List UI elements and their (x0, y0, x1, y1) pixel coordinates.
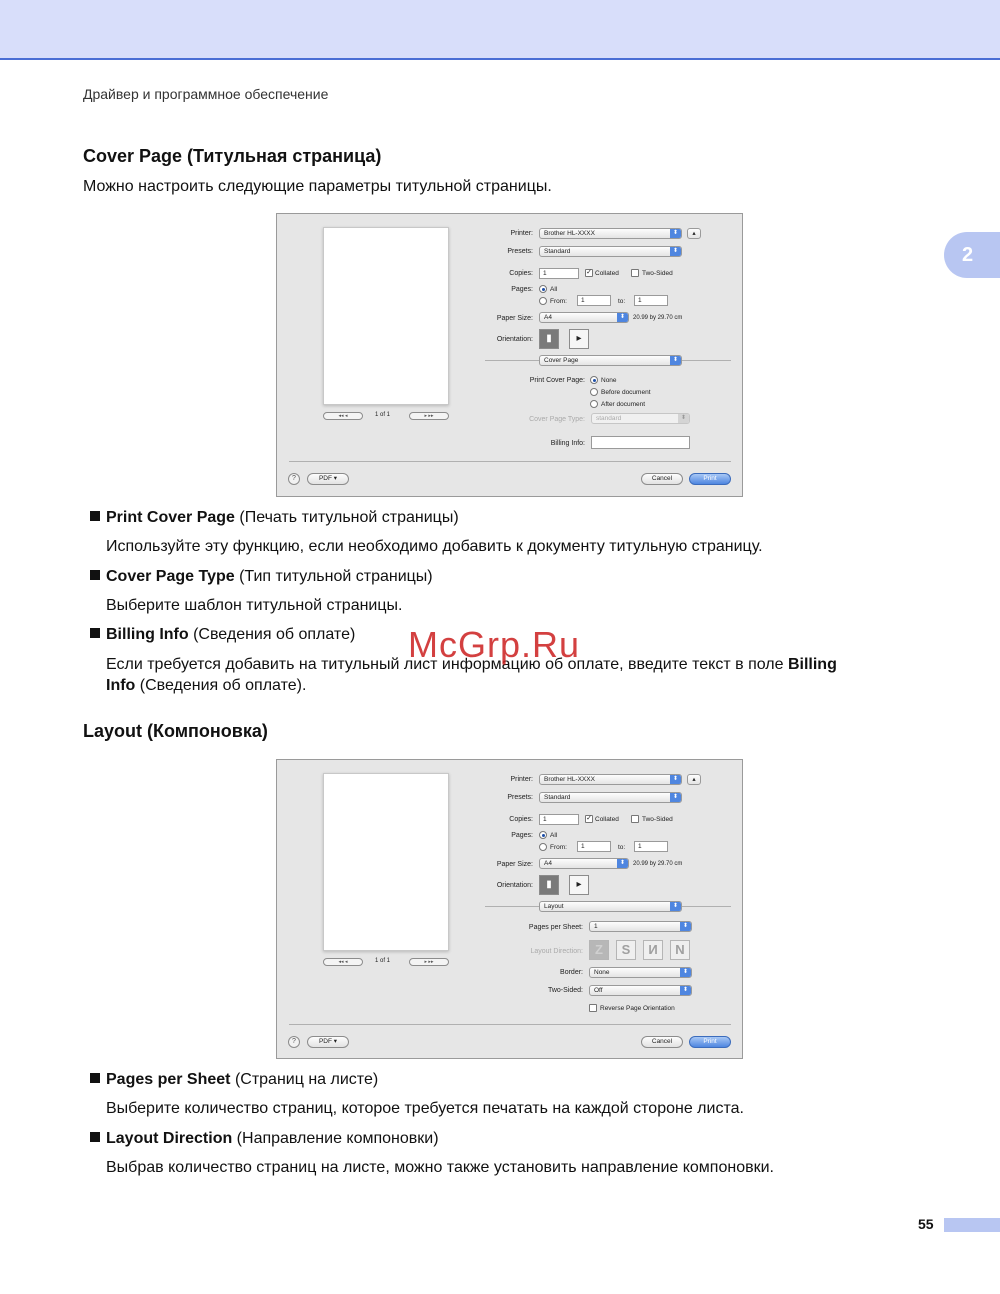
section-intro: Можно настроить следующие параметры титульной страницы. (83, 178, 552, 195)
list-item-description: Выбрав количество страниц на листе, можно также установить направление компоновки. (106, 1159, 774, 1176)
pager-text: 1 of 1 (375, 958, 391, 964)
page-number-band (944, 1218, 1000, 1232)
breadcrumb: Драйвер и программное обеспечение (83, 86, 329, 102)
cover-none-radio[interactable] (590, 376, 598, 384)
popup-arrow-icon: ⬍ (670, 774, 681, 785)
paper-size-select[interactable] (539, 312, 629, 323)
collated-checkbox[interactable]: ✓ (586, 815, 592, 822)
cancel-button[interactable]: Cancel (641, 473, 683, 485)
print-button[interactable]: Print (689, 473, 731, 485)
page-number: 55 (918, 1216, 934, 1232)
paper-size-select[interactable] (539, 858, 629, 869)
section-title-layout: Layout (Компоновка) (83, 721, 268, 741)
printer-select[interactable] (539, 228, 682, 239)
popup-arrow-icon: ⬍ (670, 792, 681, 803)
copies-label: Copies: (509, 270, 533, 277)
direction-s-icon[interactable]: S (616, 940, 636, 960)
reverse-orientation-label: Reverse Page Orientation (600, 1005, 675, 1012)
copies-input[interactable]: 1 (539, 814, 579, 825)
cover-before-radio[interactable] (590, 388, 598, 396)
collated-label: Collated (595, 816, 619, 823)
layout-direction-label: Layout Direction: (530, 948, 583, 955)
two-sided-checkbox[interactable] (631, 269, 639, 277)
billing-info-input[interactable] (591, 436, 690, 449)
copies-input[interactable]: 1 (539, 268, 579, 279)
desc-text: Если требуется добавить на титульный лист информацию об оплате, введите текст в поле (106, 656, 788, 673)
presets-label: Presets: (507, 794, 533, 801)
cover-none-label: None (601, 377, 617, 384)
divider (289, 1024, 731, 1025)
bullet-icon (90, 511, 100, 521)
term: Cover Page Type (106, 568, 235, 585)
list-item (90, 1128, 439, 1149)
pdf-button[interactable]: PDF ▾ (307, 473, 349, 485)
chapter-tab[interactable]: 2 (944, 232, 1000, 278)
watermark: McGrp.Ru (408, 624, 581, 665)
cover-after-radio[interactable] (590, 400, 598, 408)
popup-arrow-icon: ⬍ (670, 228, 681, 239)
from-input[interactable]: 1 (577, 841, 611, 852)
list-item-description: Выберите количество страниц, которое требуется печатать на каждой стороне листа. (106, 1100, 744, 1117)
pages-label: Pages: (511, 286, 533, 293)
landscape-orientation-icon[interactable]: ▸ (569, 329, 589, 349)
term-note: (Направление компоновки) (232, 1130, 439, 1147)
pages-from-label: From: (550, 298, 567, 305)
panel-value: Layout (544, 903, 564, 910)
term: Print Cover Page (106, 509, 235, 526)
direction-n-icon[interactable]: N (670, 940, 690, 960)
desc-text: (Сведения об оплате). (135, 677, 307, 694)
two-sided-value: Off (594, 987, 603, 994)
paper-dims: 20.99 by 29.70 cm (633, 861, 683, 867)
presets-select[interactable] (539, 792, 682, 803)
pager-next-button[interactable]: ▸ ▸▸ (409, 958, 449, 966)
popup-arrow-icon: ⬍ (670, 355, 681, 366)
term-note: (Сведения об оплате) (188, 626, 356, 643)
collated-checkbox[interactable]: ✓ (586, 269, 592, 276)
panel-select[interactable] (539, 355, 682, 366)
popup-arrow-icon: ⬍ (617, 858, 628, 869)
printer-value: Brother HL-XXXX (544, 230, 595, 237)
pages-all-label: All (550, 286, 558, 293)
bullet-icon (90, 570, 100, 580)
two-sided-select[interactable] (589, 985, 692, 996)
popup-arrow-icon: ⬍ (678, 413, 689, 424)
popup-arrow-icon: ⬍ (670, 246, 681, 257)
pager-next-button[interactable]: ▸ ▸▸ (409, 412, 449, 420)
expand-arrow-icon: ▴ (692, 776, 696, 783)
print-cover-label: Print Cover Page: (529, 377, 585, 384)
cover-after-label: After document (601, 401, 646, 408)
bullet-icon (90, 628, 100, 638)
bullet-icon (90, 1132, 100, 1142)
cover-type-value: standard (596, 415, 622, 422)
help-icon[interactable]: ? (288, 1036, 300, 1048)
list-item-description: Выберите шаблон титульной страницы. (106, 597, 403, 614)
pager-prev-button[interactable]: ◂◂ ◂ (323, 958, 363, 966)
popup-arrow-icon: ⬍ (670, 901, 681, 912)
panel-select[interactable] (539, 901, 682, 912)
cancel-button[interactable]: Cancel (641, 1036, 683, 1048)
pager-text: 1 of 1 (375, 412, 391, 418)
popup-arrow-icon: ⬍ (680, 985, 691, 996)
printer-select[interactable] (539, 774, 682, 785)
help-icon[interactable]: ? (288, 473, 300, 485)
cover-type-select[interactable] (591, 413, 690, 424)
preview-pager (323, 958, 449, 968)
paper-size-label: Paper Size: (496, 315, 533, 322)
portrait-orientation-icon[interactable]: ▮ (539, 329, 559, 349)
presets-value: Standard (544, 248, 571, 255)
collated-label: Collated (595, 270, 619, 277)
two-sided-select-label: Two-Sided: (547, 987, 583, 994)
list-item (90, 624, 355, 645)
top-header-band (0, 0, 1000, 60)
list-item (90, 1069, 378, 1090)
from-input[interactable]: 1 (577, 295, 611, 306)
printer-value: Brother HL-XXXX (544, 776, 595, 783)
desc-bold: Billing (787, 656, 837, 673)
term-note: (Тип титульной страницы) (234, 568, 433, 585)
page-preview (323, 227, 449, 405)
pages-from-label: From: (550, 844, 567, 851)
paper-size-value: A4 (544, 314, 552, 321)
pager-prev-button[interactable]: ◂◂ ◂ (323, 412, 363, 420)
expand-dialog-button[interactable] (687, 228, 701, 239)
pages-label: Pages: (511, 832, 533, 839)
term-note: (Печать титульной страницы) (234, 509, 459, 526)
portrait-orientation-icon[interactable]: ▮ (539, 875, 559, 895)
to-input[interactable]: 1 (634, 295, 668, 306)
border-select[interactable] (589, 967, 692, 978)
to-label: to: (618, 844, 626, 851)
two-sided-checkbox[interactable] (631, 815, 639, 823)
landscape-orientation-icon[interactable]: ▸ (569, 875, 589, 895)
popup-arrow-icon: ⬍ (680, 921, 691, 932)
two-sided-label: Two-Sided (642, 270, 673, 277)
pages-all-label: All (550, 832, 558, 839)
orientation-label: Orientation: (496, 882, 533, 889)
printer-label: Printer: (510, 776, 533, 783)
term: Billing Info (106, 626, 189, 643)
pdf-button[interactable]: PDF ▾ (307, 1036, 349, 1048)
popup-arrow-icon: ⬍ (680, 967, 691, 978)
list-item (90, 507, 459, 528)
section-title-cover-page: Cover Page (Титульная страница) (83, 146, 382, 166)
pages-all-radio[interactable] (539, 831, 547, 839)
pages-per-sheet-select[interactable] (589, 921, 692, 932)
preview-pager (323, 412, 449, 422)
printer-label: Printer: (510, 230, 533, 237)
presets-label: Presets: (507, 248, 533, 255)
reverse-orientation-checkbox[interactable] (589, 1004, 597, 1012)
term-note: (Страниц на листе) (230, 1071, 379, 1088)
paper-size-label: Paper Size: (496, 861, 533, 868)
pages-per-sheet-value: 1 (594, 923, 598, 930)
paper-dims: 20.99 by 29.70 cm (633, 315, 683, 321)
pages-from-radio[interactable] (539, 297, 547, 305)
pages-all-radio[interactable] (539, 285, 547, 293)
print-dialog-cover-page (276, 213, 743, 497)
list-item-description: Используйте эту функцию, если необходимо добавить к документу титульную страницу. (106, 538, 763, 555)
billing-info-label: Billing Info: (550, 440, 585, 447)
popup-arrow-icon: ⬍ (617, 312, 628, 323)
border-value: None (594, 969, 610, 976)
term: Pages per Sheet (106, 1071, 231, 1088)
copies-label: Copies: (509, 816, 533, 823)
direction-reverse-n-icon[interactable]: И (643, 940, 663, 960)
paper-size-value: A4 (544, 860, 552, 867)
page-preview (323, 773, 449, 951)
presets-value: Standard (544, 794, 571, 801)
cover-type-label: Cover Page Type: (529, 416, 585, 423)
two-sided-label: Two-Sided (642, 816, 673, 823)
expand-arrow-icon: ▴ (692, 230, 696, 237)
to-input[interactable]: 1 (634, 841, 668, 852)
pages-per-sheet-label: Pages per Sheet: (528, 924, 583, 931)
border-label: Border: (560, 969, 583, 976)
presets-select[interactable] (539, 246, 682, 257)
orientation-label: Orientation: (496, 336, 533, 343)
pages-from-radio[interactable] (539, 843, 547, 851)
print-dialog-layout (276, 759, 743, 1059)
list-item (90, 566, 433, 587)
panel-value: Cover Page (544, 357, 579, 364)
direction-z-icon[interactable]: Z (589, 940, 609, 960)
bullet-icon (90, 1073, 100, 1083)
cover-before-label: Before document (601, 389, 651, 396)
expand-dialog-button[interactable] (687, 774, 701, 785)
term: Layout Direction (106, 1130, 233, 1147)
to-label: to: (618, 298, 626, 305)
print-button[interactable]: Print (689, 1036, 731, 1048)
divider (289, 461, 731, 462)
desc-bold: Info (106, 677, 136, 694)
